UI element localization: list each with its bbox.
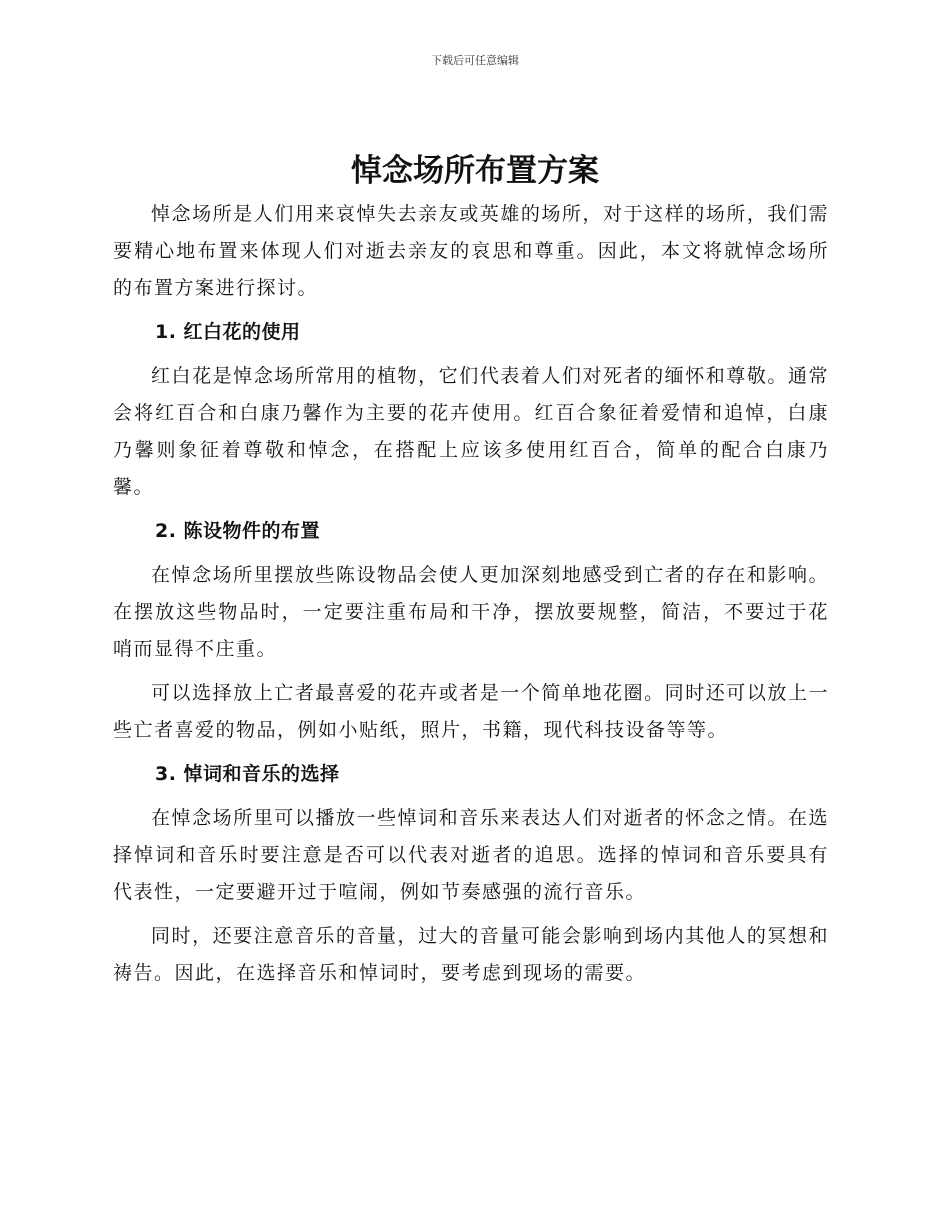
section-1-paragraph-1: 红白花是悼念场所常用的植物，它们代表着人们对死者的缅怀和尊敬。通常会将红百合和白康乃馨作为主要的花卉使用。红百合象征着爱情和追悼，白康乃馨则象征着尊敬和悼念，在搭配上应该多使用红百合，简单的配合白康乃馨。 xyxy=(113,365,829,498)
section-2-paragraph-2: 可以选择放上亡者最喜爱的花卉或者是一个简单地花圈。同时还可以放上一些亡者喜爱的物品，例如小贴纸，照片，书籍，现代科技设备等等。 xyxy=(113,682,829,741)
intro-paragraph: 悼念场所是人们用来哀悼失去亲友或英雄的场所，对于这样的场所，我们需要精心地布置来体现人们对逝去亲友的哀思和尊重。因此，本文将就悼念场所的布置方案进行探讨。 xyxy=(113,203,829,299)
section-3-paragraph-1: 在悼念场所里可以播放一些悼词和音乐来表达人们对逝者的怀念之情。在选择悼词和音乐时要注意是否可以代表对逝者的追思。选择的悼词和音乐要具有代表性，一定要避开过于喧闹，例如节奏感强的流行音乐。 xyxy=(113,807,829,903)
document-body xyxy=(113,196,829,999)
section-1-heading: 1. 红白花的使用 xyxy=(155,321,301,343)
section-2-paragraph-1: 在悼念场所里摆放些陈设物品会使人更加深刻地感受到亡者的存在和影响。在摆放这些物品时，一定要注重布局和干净，摆放要规整，简洁，不要过于花哨而显得不庄重。 xyxy=(113,564,829,660)
header-note: 下载后可任意编辑 xyxy=(431,54,519,67)
section-3-heading: 3. 悼词和音乐的选择 xyxy=(155,763,340,785)
document-title: 悼念场所布置方案 xyxy=(351,153,599,189)
section-2-heading: 2. 陈设物件的布置 xyxy=(155,520,321,542)
section-3-paragraph-2: 同时，还要注意音乐的音量，过大的音量可能会影响到场内其他人的冥想和祷告。因此，在选择音乐和悼词时，要考虑到现场的需要。 xyxy=(113,925,829,984)
